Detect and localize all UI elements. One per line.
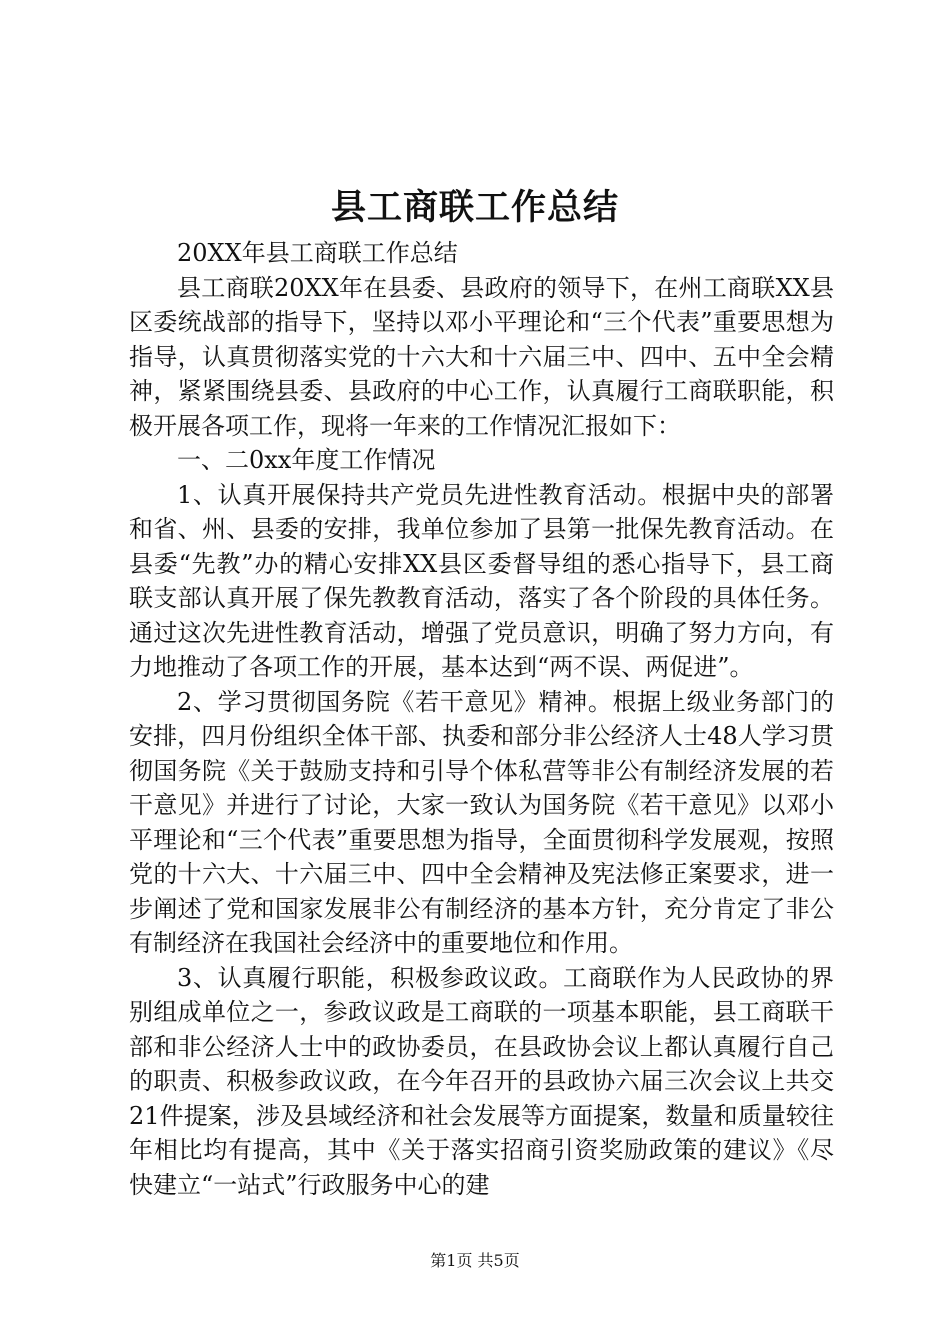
- page-number-footer: 第1页 共5页: [430, 1251, 520, 1270]
- paragraph-subtitle: 20XX年县工商联工作总结: [177, 239, 458, 267]
- document-title: 县工商联工作总结: [330, 187, 619, 228]
- paragraph-item-3: 3、认真履行职能，积极参政议政。工商联作为人民政协的界别组成单位之一，参政议政是工商联的一项基本职能，县工商联干部和非公经济人士中的政协委员，在县政协会议上都认真履行自己的职责、积极参政议政，在今年召开的县政协六届三次会议上共交21件提案，涉及县域经济和社会发展等方面提案，数量和质量较往年相比均有提高，其中《关于落实招商引资奖励政策的建议》《尽快建立“一站式”行政服务中心的建: [129, 963, 834, 1199]
- paragraph-intro: 县工商联20XX年在县委、县政府的领导下，在州工商联XX县区委统战部的指导下，坚持以邓小平理论和“三个代表”重要思想为指导，认真贯彻落实党的十六大和十六届三中、四中、五中全会精神，紧紧围绕县委、县政府的中心工作，认真履行工商联职能，积极开展各项工作，现将一年来的工作情况汇报如下：: [129, 273, 834, 440]
- section-heading: 一、二0xx年度工作情况: [177, 446, 436, 474]
- paragraph-item-2: 2、学习贯彻国务院《若干意见》精神。根据上级业务部门的安排，四月份组织全体干部、执委和部分非公经济人士48人学习贯彻国务院《关于鼓励支持和引导个体私营等非公有制经济发展的若干意见》并进行了讨论，大家一致认为国务院《若干意见》以邓小平理论和“三个代表”重要思想为指导，全面贯彻科学发展观，按照党的十六大、十六届三中、四中全会精神及宪法修正案要求，进一步阐述了党和国家发展非公有制经济的基本方针，充分肯定了非公有制经济在我国社会经济中的重要地位和作用。: [129, 687, 834, 957]
- document-body: [129, 236, 834, 1202]
- paragraph-item-1: 1、认真开展保持共产党员先进性教育活动。根据中央的部署和省、州、县委的安排，我单位参加了县第一批保先教育活动。在县委“先教”办的精心安排XX县区委督导组的悉心指导下，县工商联支部认真开展了保先教教育活动，落实了各个阶段的具体任务。通过这次先进性教育活动，增强了党员意识，明确了努力方向，有力地推动了各项工作的开展，基本达到“两不误、两促进”。: [129, 480, 834, 681]
